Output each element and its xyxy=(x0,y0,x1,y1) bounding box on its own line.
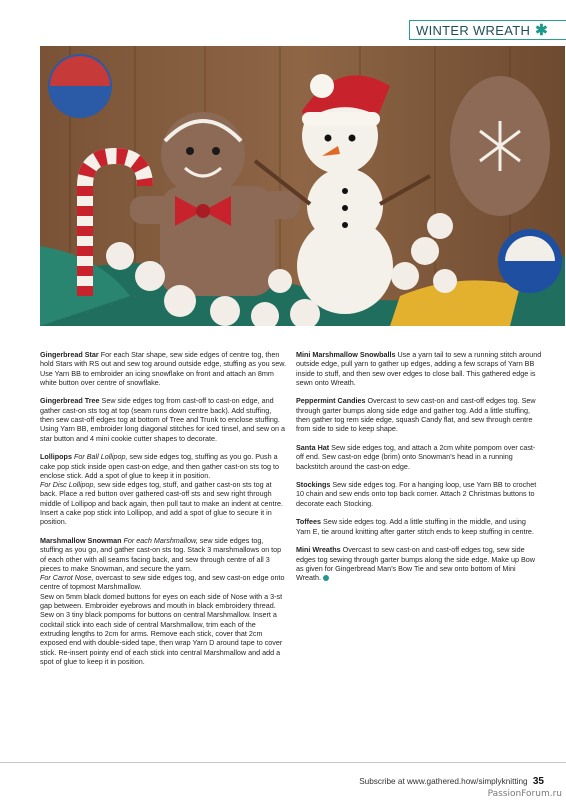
section-heading: Gingerbread Tree xyxy=(40,396,100,406)
instruction-paragraph xyxy=(296,396,542,433)
footer-divider xyxy=(0,762,566,763)
section-heading: Peppermint Candies xyxy=(296,396,366,406)
section-heading: Mini Wreaths xyxy=(296,545,341,555)
instruction-paragraph xyxy=(40,350,286,387)
instruction-text: Sew side edges tog from cast-off to cast-on edge, and gather cast-on sts tog at top (seam runs down centre back). Add stuffing, then sew cast-off edges tog at bottom of Tree and Trunk to enclose stuffing. Using Yarn BB, embroider long diagonal stitches for iced tinsel, and sew on a star button and 4 mini cookie cutter shapes to decorate. xyxy=(40,396,286,443)
instruction-text: Overcast to sew cast-on and cast-off edges tog. Sew through garter bumps along side edge and gather tog. Add a little stuffing, then gather tog rem side edge, squash Candy flat, and sew through centre from side to side to keep shape. xyxy=(296,396,536,434)
footer xyxy=(359,776,544,787)
instruction-paragraph xyxy=(40,396,286,442)
subheading: For each Marshmallow, xyxy=(121,535,198,545)
right-column xyxy=(296,350,542,592)
section-heading: Gingerbread Star xyxy=(40,350,99,359)
section-heading: Toffees xyxy=(296,517,322,527)
instruction-paragraph xyxy=(296,480,542,508)
end-mark-icon xyxy=(323,575,329,581)
hero-photo xyxy=(40,46,565,326)
left-column xyxy=(40,350,286,675)
instruction-text: sew side edges tog, stuff, and gather cast-on sts tog at back. Place a red button over gathered cast-off sts and sew right through middle of Lollipop and back again, then pull taut to make an indent at centre. Insert a cake pop stick into Lollipop, and add a spot of glue to secure it in position. xyxy=(40,480,283,527)
instruction-paragraph xyxy=(296,443,542,471)
instruction-text: Sew side edges tog. For a hanging loop, use Yarn BB to crochet 10 chain and sew ends onto top back corner. Attach 2 Christmas buttons to decorate each Stocking. xyxy=(296,480,537,508)
watermark: PassionForum.ru xyxy=(487,789,562,799)
instruction-paragraph xyxy=(296,545,542,582)
instructions-body xyxy=(40,350,560,760)
snowflake-icon: ✱ xyxy=(535,22,548,39)
instruction-paragraph xyxy=(296,350,542,387)
section-tag xyxy=(409,20,566,40)
instruction-text: sew side edges tog, stuffing as you go. Push a cake pop stick inside open cast-on edge, and then gather cast-on sts tog to enclose stick. Add a spot of glue to keep it in position. xyxy=(40,452,279,480)
subheading: For Disc Lollipop, xyxy=(40,480,96,490)
subscribe-link[interactable]: Subscribe at www.gathered.how/simplyknitting xyxy=(359,777,528,786)
section-heading: Lollipops xyxy=(40,452,72,462)
instruction-text: Overcast to sew cast-on and cast-off edges tog, sew side edges tog sewing through garter bumps along the side edge. Make up Bow as given for Gingerbread Man’s Bow Tie and sew onto bottom of Mini Wreath. xyxy=(296,545,535,583)
knitted-wreath-photo xyxy=(40,46,565,326)
section-title: WINTER WREATH xyxy=(416,22,531,38)
page-number: 35 xyxy=(532,776,544,787)
section-heading: Marshmallow Snowman xyxy=(40,535,122,545)
instruction-text: Sew side edges tog. Add a little stuffing in the middle, and using Yarn E, tie around knitting after garter stitch ends to keep stuffing in centre. xyxy=(296,517,534,536)
instruction-paragraph xyxy=(296,517,542,536)
section-heading: Santa Hat xyxy=(296,442,330,452)
subheading: For Carrot Nose, xyxy=(40,573,94,583)
section-heading: Mini Marshmallow Snowballs xyxy=(296,350,396,359)
subheading: For Ball Lollipop, xyxy=(71,452,128,462)
instruction-text: overcast to sew side edges tog, and sew cast-on edge onto centre of topmost Marshmallow. xyxy=(40,573,285,592)
section-heading: Stockings xyxy=(296,480,331,490)
instruction-text: Sew on 5mm black domed buttons for eyes on each side of Nose with a 3-st gap between. Embroider eyebrows and mouth in black embroidery thread. Sew on 3 tiny black pompoms for buttons on central Marshmallow. Insert a cocktail stick into each side of central Marshmallow, trim each of the extruding lengths to 2cm for arms. Remove each stick, cover that 2cm exposed end with double-sided tape, then wrap Yarn D around tape to cover stick. Re-insert pointy end of each stick into central Marshmallow and add a spot of glue to keep it in position. xyxy=(40,591,283,666)
instruction-paragraph xyxy=(40,452,286,526)
instruction-text: For each Star shape, sew side edges of centre tog, then hold Stars with RS out and sew tog around outside edge, stuffing as you sew. Use Yarn BB to embroider an icing snowflake on front and attach an 8mm white button over centre of snowflake. xyxy=(40,350,286,387)
instruction-text: Use a yarn tail to sew a running stitch around outside edge, pull yarn to gather up edges, adding a few scraps of Yarn BB inside to stuff, and then sew over edges to close ball. This gathered edge is sewn onto Wreath. xyxy=(296,350,542,387)
instruction-paragraph xyxy=(40,536,286,666)
instruction-text: Sew side edges tog, and attach a 2cm white pompom over cast-off end. Sew cast-on edge (brim) onto Snowman’s head in a running backstitch around the cast-on edge. xyxy=(296,442,536,471)
instruction-text: sew side edges tog, stuffing as you go, and gather cast-on sts tog. Stack 3 marshmallows on top of each other with all seams facing back, and sew through centre of all 3 pieces to make Snowman, and secure the yarn. xyxy=(40,535,282,573)
